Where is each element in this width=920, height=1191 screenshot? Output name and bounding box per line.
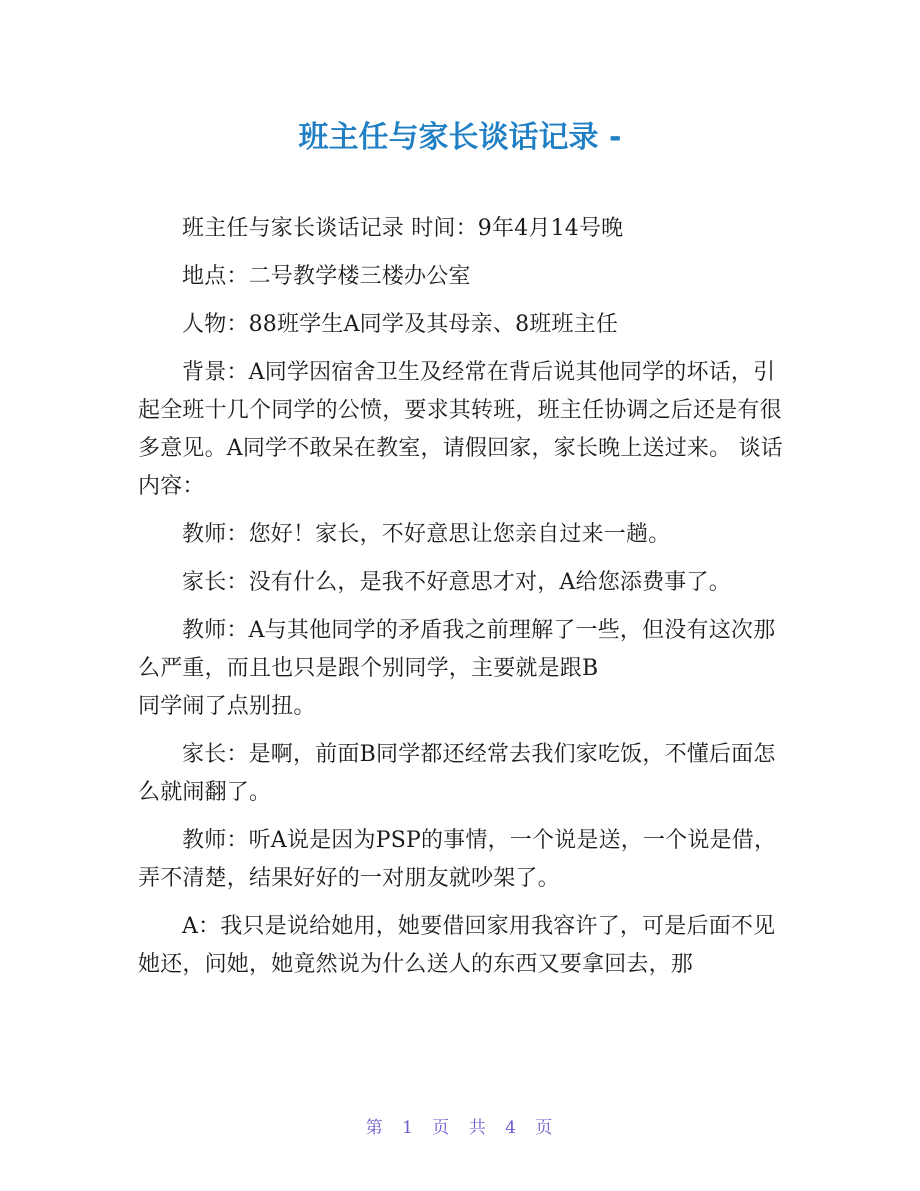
paragraph-teacher-conflict-continued: 同学闹了点别扭。 [138,694,316,719]
paragraph-teacher-psp: 教师：听A说是因为PSP的事情，一个说是送，一个说是借，弄不清楚，结果好好的一对朋友就吵架了。 [138,828,777,891]
footer-label-ye: 页 [432,1118,452,1138]
paragraph-parent-friendship: 家长：是啊，前面B同学都还经常去我们家吃饭，不懂后面怎么就闹翻了。 [138,742,776,805]
footer-label-gong: 共 [468,1118,488,1138]
document-title: 班主任与家长谈话记录 - [298,120,622,155]
footer-label-ye-end: 页 [535,1118,555,1138]
paragraph-people: 人物：88班学生A同学及其母亲、8班班主任 [182,312,619,337]
document-body [138,210,788,994]
paragraph-teacher-greeting: 教师：您好！家长，不好意思让您亲自过来一趟。 [182,522,671,547]
footer-page-number: 1 [402,1118,415,1138]
page-footer [0,1113,920,1138]
paragraph-parent-reply: 家长：没有什么，是我不好意思才对，A给您添费事了。 [182,570,731,595]
footer-total-pages: 4 [505,1118,518,1138]
paragraph-time: 班主任与家长谈话记录 时间：9年4月14号晚 [182,216,624,241]
paragraph-location: 地点：二号教学楼三楼办公室 [182,264,471,289]
paragraph-background: 背景：A同学因宿舍卫生及经常在背后说其他同学的坏话，引起全班十几个同学的公愤，要求其转班，班主任协调之后还是有很多意见。A同学不敢呆在教室，请假回家，家长晚上送过来。 谈话内容： [138,360,783,499]
paragraph-student-account: A：我只是说给她用，她要借回家用我容许了，可是后面不见她还，问她，她竟然说为什么送人的东西又要拿回去，那 [138,914,776,977]
paragraph-teacher-conflict: 教师：A与其他同学的矛盾我之前理解了一些，但没有这次那么严重，而且也只是跟个别同学，主要就是跟B [138,618,776,681]
footer-label-di: 第 [365,1118,385,1138]
